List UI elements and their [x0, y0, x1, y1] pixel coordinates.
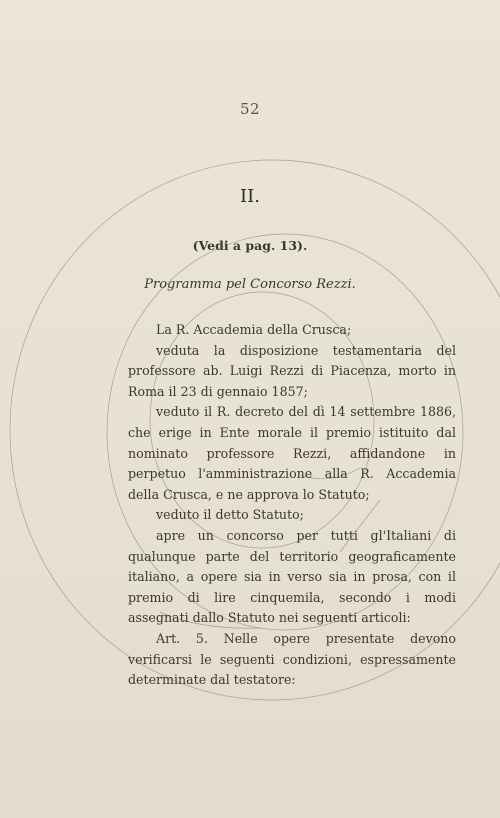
body-text	[128, 320, 456, 691]
section-title: II.	[240, 186, 260, 207]
paragraph: veduto il R. decreto del dì 14 settembre 1886, che erige in Ente morale il premio istituito dal nominato professore Rezzi, affidandone in perpetuo l'amministrazione alla R. Accademia della Crusca, e ne approva lo Statuto;	[128, 404, 456, 502]
paragraph: veduta la disposizione testamentaria del professore ab. Luigi Rezzi di Piacenza, morto in Roma il 23 di gennaio 1857;	[128, 342, 456, 399]
paragraph: apre un concorso per tutti gl'Italiani di qualunque parte del territorio geograficamente italiano, a opere sia in verso sia in prosa, con il premio di lire cinquemila, secondo i modi assegnati dallo Statuto nei seguenti articoli:	[128, 527, 456, 626]
page-number: 52	[239, 100, 261, 118]
paragraph: La R. Accademia della Crusca;	[156, 322, 352, 337]
paragraph: Art. 5. Nelle opere presentate devono verificarsi le seguenti condizioni, espressamente determinate dal testatore:	[128, 630, 456, 688]
program-subtitle: Programma pel Concorso Rezzi.	[144, 277, 356, 292]
paragraph: veduto il detto Statuto;	[156, 507, 304, 523]
page-reference: (Vedi a pag. 13).	[192, 238, 308, 253]
